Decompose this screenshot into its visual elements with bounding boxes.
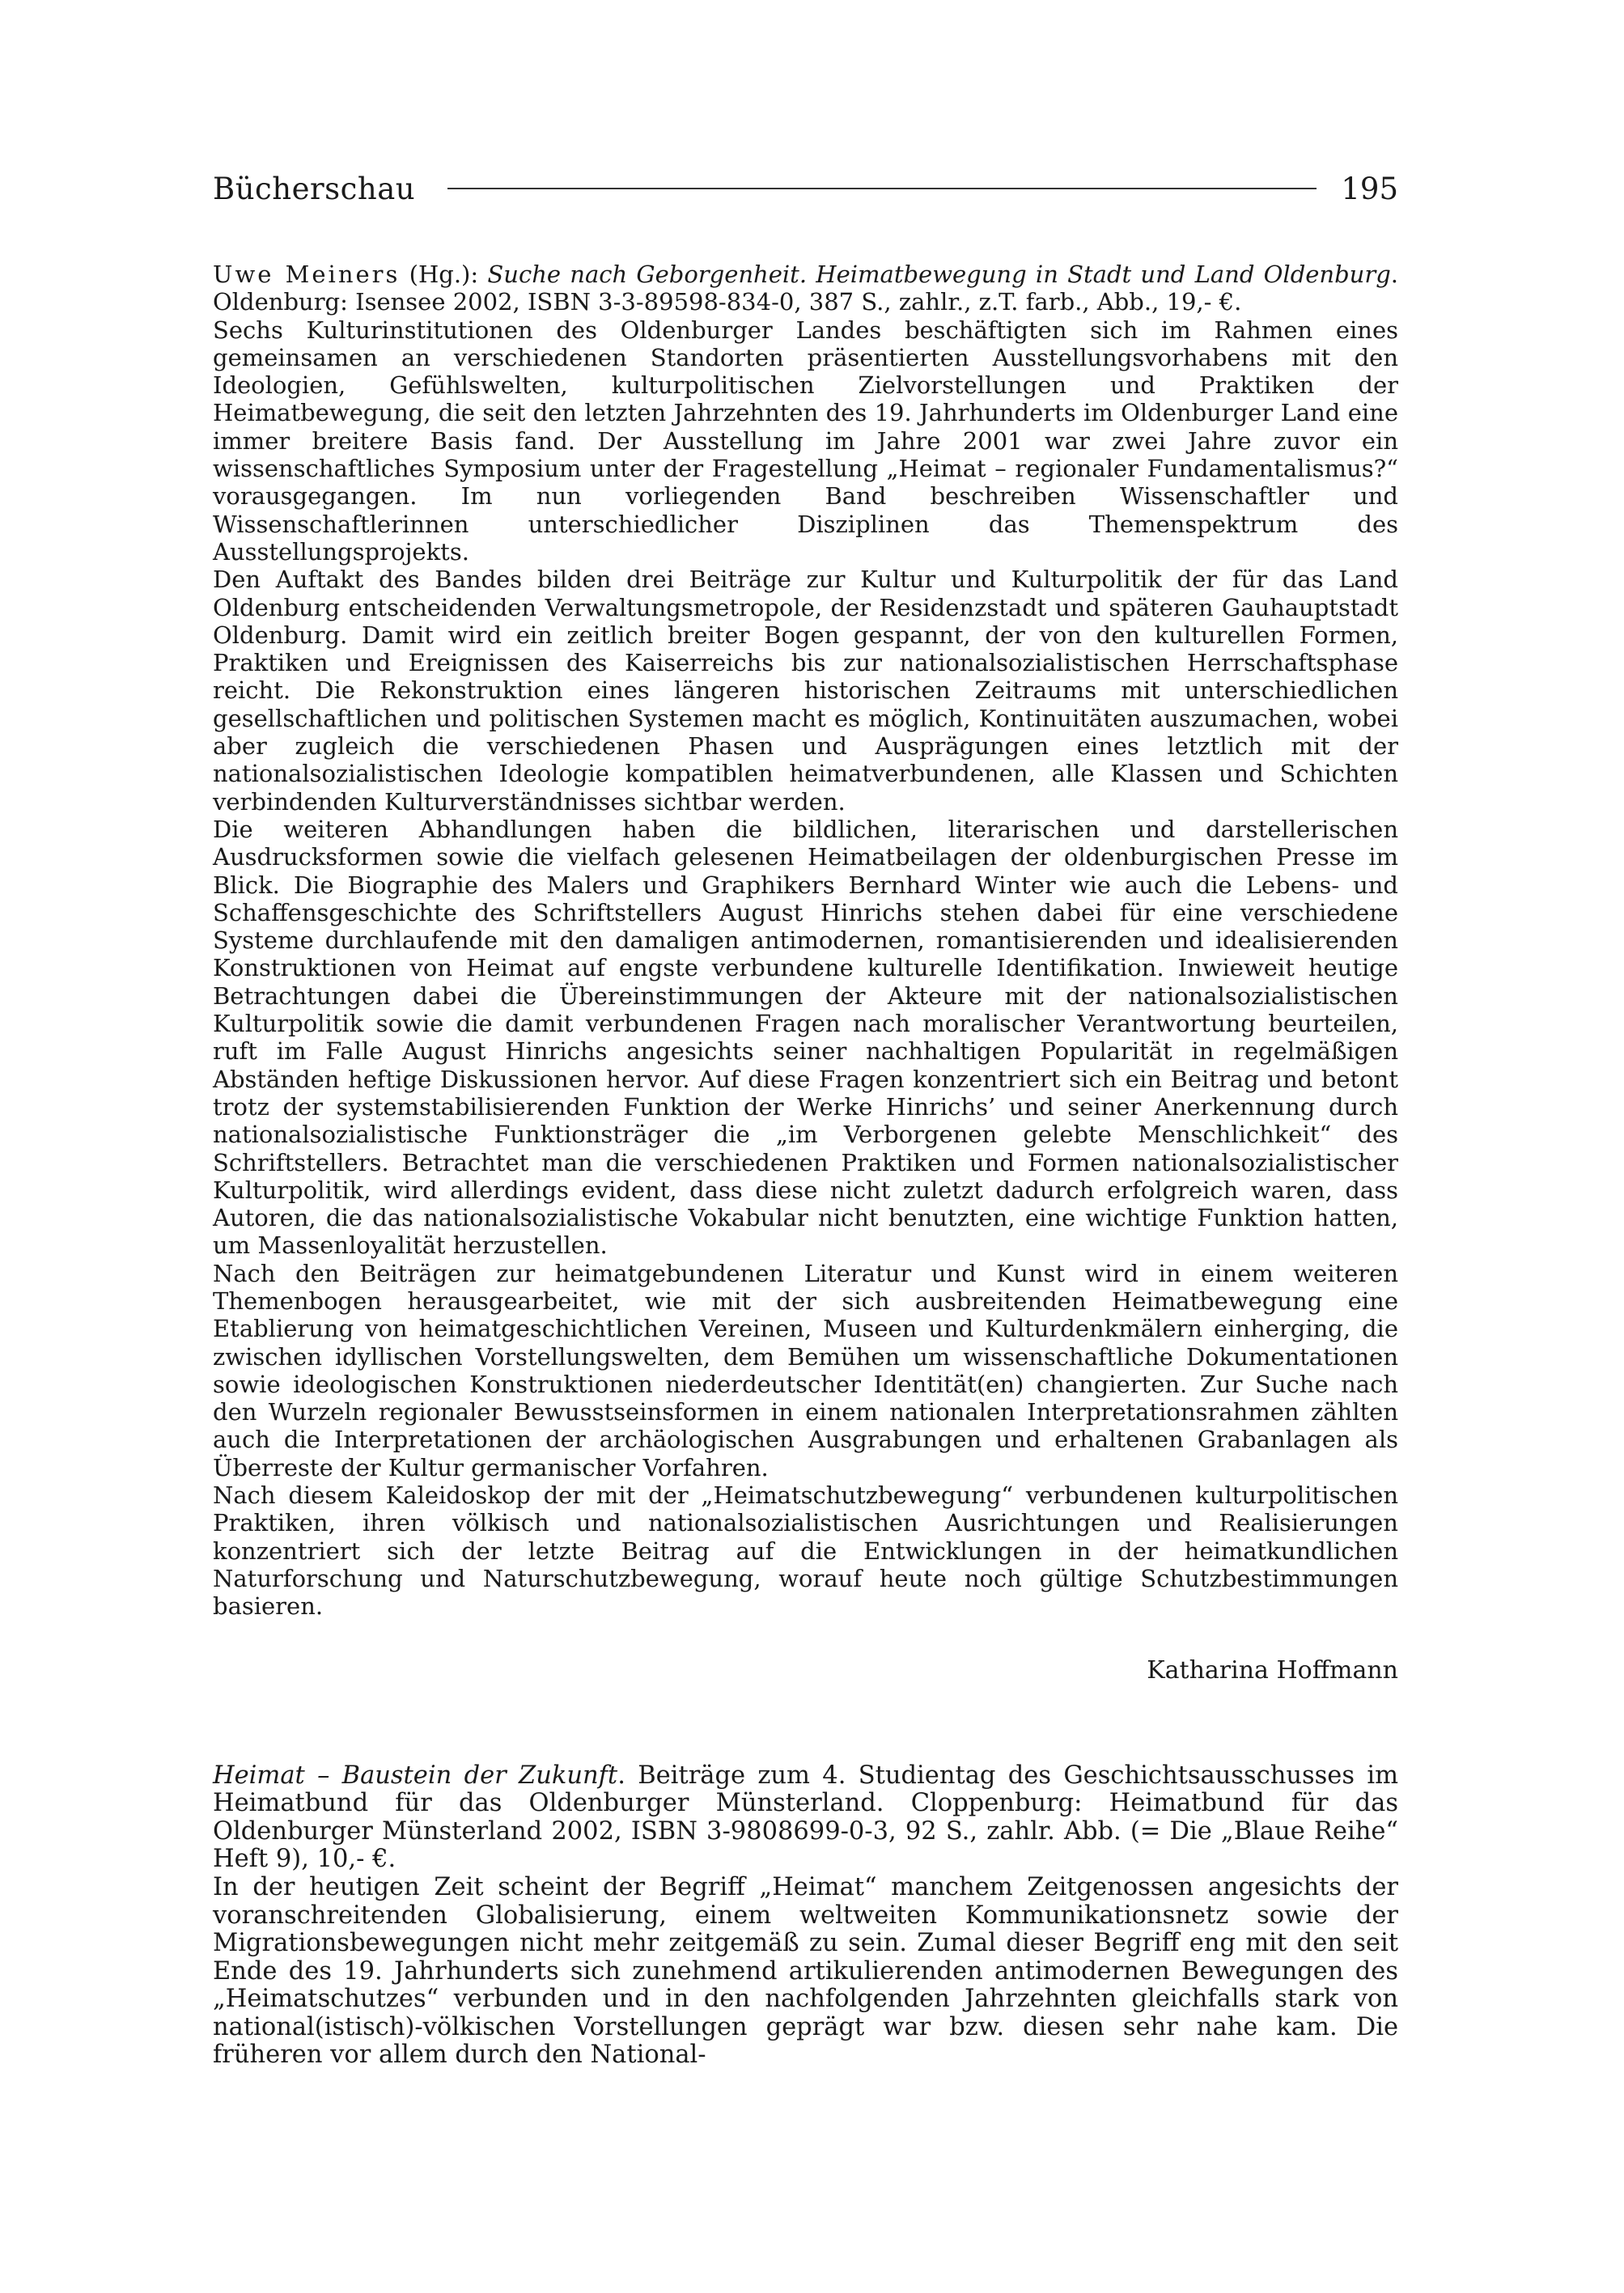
reviewer-signature: Katharina Hoffmann: [1147, 1655, 1398, 1685]
review-1-author: Uwe Meiners: [213, 261, 401, 288]
review-1: [213, 261, 1398, 1685]
review-2-book-title: Heimat – Baustein der Zukunft: [213, 1761, 618, 1790]
review-1-paragraph: Nach den Beiträgen zur heimatgebundenen Literatur und Kunst wird in einem weiteren Themenbogen herausgearbeitet, wie mit der sich ausbreitenden Heimatbewegung eine Etablierung von heimatgeschichtlichen Vereinen, Museen und Kulturdenkmälern einherging, die zwischen idyllischen Vorstellungswelten, dem Bemühen um wissenschaftliche Dokumentationen sowie ideologischen Konstruktionen niederdeutscher Identität(en) changierten. Zur Suche nach den Wurzeln regionaler Bewusstseinsformen in einem nationalen Interpretationsrahmen zählten auch die Interpretationen der archäologischen Ausgrabungen und erhaltenen Grabanlagen als Überreste der Kultur germanischer Vorfahren.: [213, 1259, 1398, 1481]
review-1-book-title: Suche nach Geborgenheit. Heimatbewegung in Stadt und Land Oldenburg: [487, 261, 1391, 288]
running-header: [213, 168, 1398, 209]
review-1-citation: [213, 261, 1398, 316]
review-1-paragraph: Den Auftakt des Bandes bilden drei Beiträge zur Kultur und Kulturpolitik der für das Land Oldenburg entscheidenden Verwaltungsmetropole, der Residenzstadt und späteren Gauhauptstadt Oldenburg. Damit wird ein zeitlich breiter Bogen gespannt, der von den kulturellen Formen, Praktiken und Ereignissen des Kaiserreichs bis zur nationalsozialistischen Herrschaftsphase reicht. Die Rekonstruktion eines längeren historischen Zeitraums mit unterschiedlichen gesellschaftlichen und politischen Systemen macht es möglich, Kontinuitäten auszumachen, wobei aber zugleich die verschiedenen Phasen und Ausprägungen eines letztlich mit der nationalsozialistischen Ideologie kompatiblen heimatverbundenen, alle Klassen und Schichten verbindenden Kulturverständnisses sichtbar werden.: [213, 566, 1398, 816]
review-2-paragraph: In der heutigen Zeit scheint der Begriff „Heimat“ manchem Zeitgenossen angesichts der voranschreitenden Globalisierung, einem weltweiten Kommunikationsnetz sowie der Migrationsbewegungen nicht mehr zeitgemäß zu sein. Zumal dieser Begriff eng mit den seit Ende des 19. Jahrhunderts sich zunehmend artikulierenden antimodernen Bewegungen des „Heimatschutzes“ verbunden und in den nachfolgenden Jahrzehnten gleichfalls stark von national(istisch)-völkischen Vorstellungen geprägt war bzw. diesen sehr nahe kam. Die früheren vor allem durch den National-: [213, 1872, 1398, 2070]
review-1-editor-note: (Hg.):: [400, 261, 488, 288]
review-2-publication: . Beiträge zum 4. Studientag des Geschichtsausschusses im Heimatbund für das Oldenburger Münsterland. Cloppenburg: Heimatbund für das Oldenburger Münsterland 2002, ISBN 3-9808699-0-3, 92 S., zahlr. Abb. (= Die „Blaue Reihe“ Heft 9), 10,- €.: [213, 1761, 1398, 1874]
review-1-paragraph: Sechs Kulturinstitutionen des Oldenburger Landes beschäftigten sich im Rahmen eines gemeinsamen an verschiedenen Standorten präsentierten Ausstellungsvorhabens mit den Ideologien, Gefühlswelten, kulturpolitischen Zielvorstellungen und Praktiken der Heimatbewegung, die seit den letzten Jahrzehnten des 19. Jahrhunderts im Oldenburger Land eine immer breitere Basis fand. Der Ausstellung im Jahre 2001 war zwei Jahre zuvor ein wissenschaftliches Symposium unter der Fragestellung „Heimat – regionaler Fundamentalismus?“ vorausgegangen. Im nun vorliegenden Band beschreiben Wissenschaftler und Wissenschaftlerinnen unterschiedlicher Disziplinen das Themenspektrum des Ausstellungsprojekts.: [213, 316, 1398, 566]
review-1-paragraph: Nach diesem Kaleidoskop der mit der „Heimatschutzbewegung“ verbundenen kulturpolitischen Praktiken, ihren völkisch und nationalsozialistischen Ausrichtungen und Realisierungen konzentriert sich der letzte Beitrag auf die Entwicklungen in der heimatkundlichen Naturforschung und Naturschutzbewegung, worauf heute noch gültige Schutzbestimmungen basieren.: [213, 1481, 1398, 1621]
review-2: [213, 1762, 1398, 2070]
page-content: [213, 261, 1398, 2070]
review-2-citation: [213, 1762, 1398, 1874]
review-1-publication: . Oldenburg: Isensee 2002, ISBN 3-3-89598-834-0, 387 S., zahlr., z.T. farb., Abb., 19,- €.: [213, 261, 1398, 316]
header-rule: [447, 188, 1317, 189]
section-title: Bücherschau: [213, 171, 416, 206]
page-number: 195: [1341, 171, 1398, 206]
review-1-paragraph: Die weiteren Abhandlungen haben die bildlichen, literarischen und darstellerischen Ausdrucksformen sowie die vielfach gelesenen Heimatbeilagen der oldenburgischen Presse im Blick. Die Biographie des Malers und Graphikers Bernhard Winter wie auch die Lebens- und Schaffensgeschichte des Schriftstellers August Hinrichs stehen dabei für eine verschiedene Systeme durchlaufende mit den damaligen antimodernen, romantisierenden und idealisierenden Konstruktionen von Heimat auf engste verbundene kulturelle Identifikation. Inwieweit heutige Betrachtungen dabei die Übereinstimmungen der Akteure mit der nationalsozialistischen Kulturpolitik sowie die damit verbundenen Fragen nach moralischer Verantwortung beurteilen, ruft im Falle August Hinrichs angesichts seiner nachhaltigen Popularität in regelmäßigen Abständen heftige Diskussionen hervor. Auf diese Fragen konzentriert sich ein Beitrag und betont trotz der systemstabilisierenden Funktion der Werke Hinrichs’ und seiner Anerkennung durch nationalsozialistische Funktionsträger die „im Verborgenen gelebte Menschlichkeit“ des Schriftstellers. Betrachtet man die verschiedenen Praktiken und Formen nationalsozialistischer Kulturpolitik, wird allerdings evident, dass diese nicht zuletzt dadurch erfolgreich waren, dass Autoren, die das nationalsozialistische Vokabular nicht benutzten, eine wichtige Funktion hatten, um Massenloyalität herzustellen.: [213, 815, 1398, 1260]
